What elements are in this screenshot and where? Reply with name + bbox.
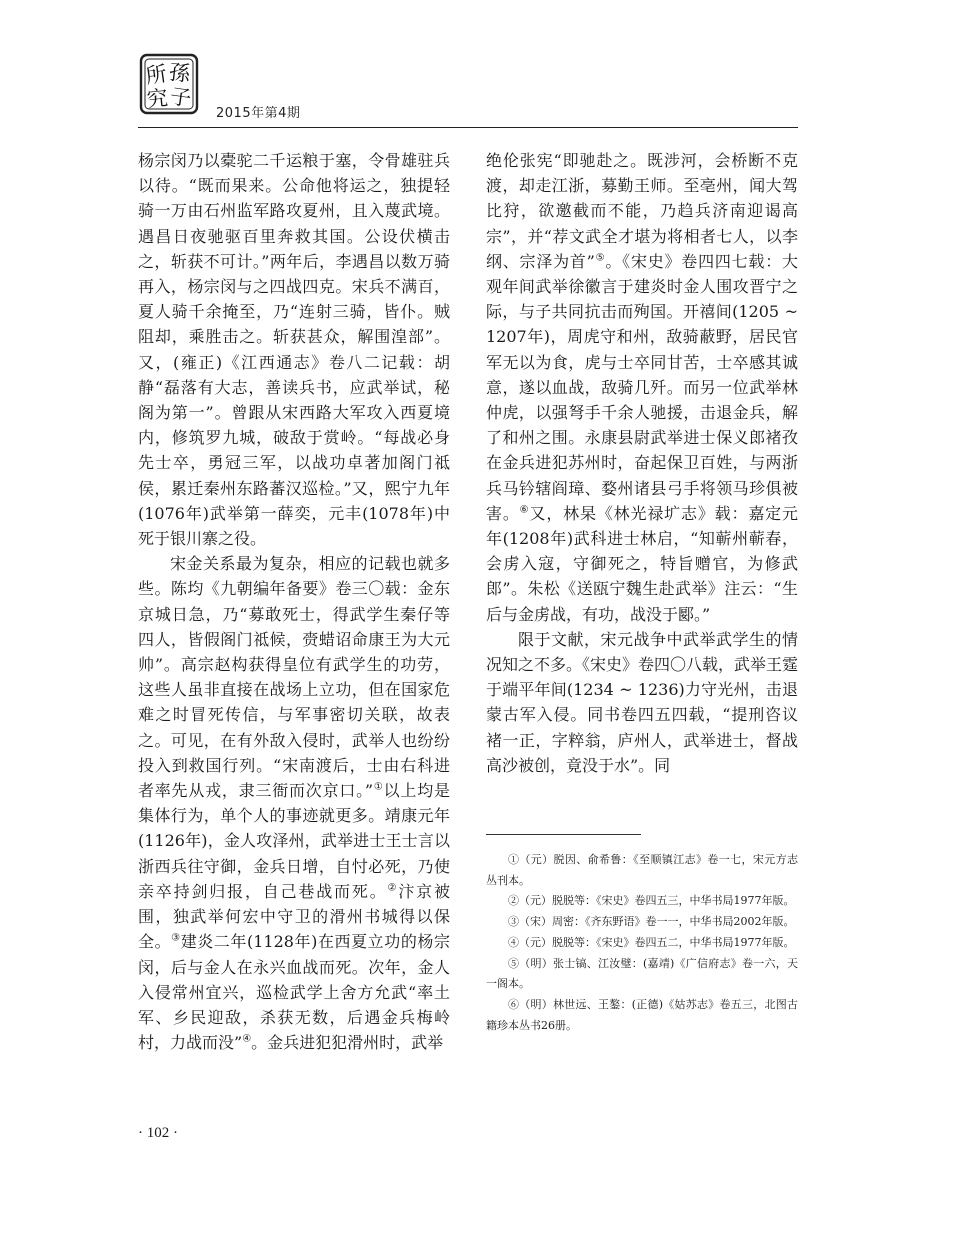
right-column (486, 148, 798, 778)
paragraph-text: 建炎二年(1128年)在西夏立功的杨宗闵，后与金人在永兴血战而死。次年，金人入侵常州宜兴，巡检武学上舍方允武“率土军、乡民迎敌，杀获无数，后遇金兵梅岭村，力战而没” (138, 932, 450, 1053)
paragraph-text: 限于文献，宋元战争中武举武学生的情况知之不多。《宋史》卷四〇八载，武举王霆于端平年间(1234 ~ 1236)力守光州，击退蒙古军入侵。同书卷四五四载，“提刑咨议褚一正，字粹翁，庐州人，武举进士，督战高沙被创，竟没于水”。同 (486, 629, 799, 775)
paragraph-text: 。金兵进犯犯滑州时，武举 (251, 1033, 444, 1053)
footnote-ref: ④ (242, 1033, 252, 1045)
paragraph (138, 551, 450, 1055)
footnote-item: ④（元）脱脱等：《宋史》卷四五二，中华书局1977年版。 (508, 935, 795, 949)
paragraph (486, 148, 798, 627)
footnote-ref: ② (387, 882, 399, 894)
page-number: · 102 · (138, 1125, 178, 1141)
footnote-rule (486, 834, 641, 835)
paragraph (486, 627, 798, 778)
footnotes (486, 850, 798, 1036)
header-rule (138, 127, 798, 128)
footnote-ref: ⑤ (594, 252, 606, 264)
paragraph-text: 又，林杲《林光禄圹志》载：嘉定元年(1208年)武科进士林启，“知蕲州蕲春，会虏入寇，守御死之，特旨赠官，为修武郎”。朱松《送瓯宁魏生赴武举》注云：“生后与金虏战，有功，战没于郾。” (486, 503, 798, 624)
footnote-item: ⑥（明）林世远、王鏊：(正德)《姑苏志》卷五三，北图古籍珍本丛书26册。 (486, 997, 798, 1032)
paragraph-text: 绝伦张宪“即驰赴之。既涉河，会桥断不克渡，却走江浙，募勤王师。至亳州，闻大驾比狩，欲邀截而不能，乃趋兵济南迎谒高宗”，并“荐文武全才堪为将相者七人，以李纲、宗泽为首” (486, 151, 798, 271)
footnote-item: ①（元）脱因、俞希鲁：《至顺镇江志》卷一七，宋元方志丛刊本。 (486, 853, 798, 887)
footnote-ref: ① (373, 781, 384, 793)
paragraph-text: 宋金关系最为复杂，相应的记载也就多些。陈均《九朝编年备要》卷三〇载：金东京城日急，乃“募敢死士，得武学生秦仔等四人，皆假阁门祗候，赍蜡诏命康王为大元帅”。高宗赵构获得皇位有武学生的功劳，这些人虽非直接在战场上立功，但在国家危难之时冒死传信，与军事密切关联，故表之。可见，在有外敌入侵时，武举人也纷纷投入到救国行列。“宋南渡后，士由右科进者率先从戎，隶三衙而次京口。” (138, 554, 450, 801)
paragraph-text: 汴京被围，独武举何宏中守卫的滑州书城得以保全。 (138, 881, 450, 952)
paragraph-text: 。《宋史》卷四四七载：大观年间武举徐徽言于建炎时金人围攻晋宁之际，与子共同抗击而殉国。开禧间(1205 ~ 1207年)，周虎守和州，敌骑蔽野，居民官军无以为食，虎与士卒同甘苦，士卒感其诚意，遂以血战，敌骑几歼。而另一位武举林仲虎，以强弩手千余人驰援，击退金兵，解了和州之围。永康县尉武举进士保义郎褚孜在金兵进犯苏州时，奋起保卫百姓，与两浙兵马钤辖阎璋、婺州诸县弓手将领马珍俱被害。 (486, 251, 798, 523)
logo-char-2: 孫 (167, 60, 192, 87)
paragraph-text: 杨宗闵乃以橐驼二千运粮于塞，令骨雄驻兵以待。“既而果来。公命他将运之，独提轻骑一万由石州监军路攻夏州，且入蔑武境。遇昌日夜驰驱百里奔救其国。公设伏横击之，斩获不可计。”两年后，李遇昌以数万骑再入，杨宗闵与之四战四克。宋兵不满百，夏人骑千余掩至，乃“连射三骑，皆仆。贼阻却，乘胜击之。斩获甚众，解围湟部”。又，(雍正)《江西通志》卷八二记载：胡静“磊落有大志，善读兵书，应武举试，秘阁为第一”。曾跟从宋西路大军攻入西夏境内，修筑罗九城，破敌于赏岭。“每战必身先士卒，勇冠三军，以战功卓著加阁门祗侯，累迁秦州东路蕃汉巡检。”又，熙宁九年(1076年)武举第一薛奕，元丰(1078年)中死于银川寨之役。 (138, 151, 450, 549)
logo-char-4: 子 (168, 84, 193, 111)
issue-label: 2015年第4期 (216, 106, 301, 121)
journal-logo (138, 52, 200, 118)
paragraph-text: 以上均是集体行为，单个人的事迹就更多。靖康元年(1126年)，金人攻泽州，武举进士王士言以浙西兵往守御，金兵日增，自忖必死，乃使亲卒持剑归报，自己巷战而死。 (138, 781, 450, 901)
logo-char-1: 所 (144, 61, 169, 89)
paragraph (138, 148, 450, 551)
footnote-ref: ⑥ (519, 504, 530, 516)
footnote-item: ②（元）脱脱等：《宋史》卷四五三，中华书局1977年版。 (508, 894, 795, 908)
footnote-item: ⑤（明）张士镐、江汝璧：(嘉靖)《广信府志》卷一六，天一阁本。 (486, 956, 798, 991)
logo-char-3: 究 (145, 85, 170, 112)
footnote-item: ③（宋）周密：《齐东野语》卷一一，中华书局2002年版。 (508, 915, 795, 929)
left-column (138, 148, 450, 1055)
footnote-ref: ③ (171, 932, 181, 944)
